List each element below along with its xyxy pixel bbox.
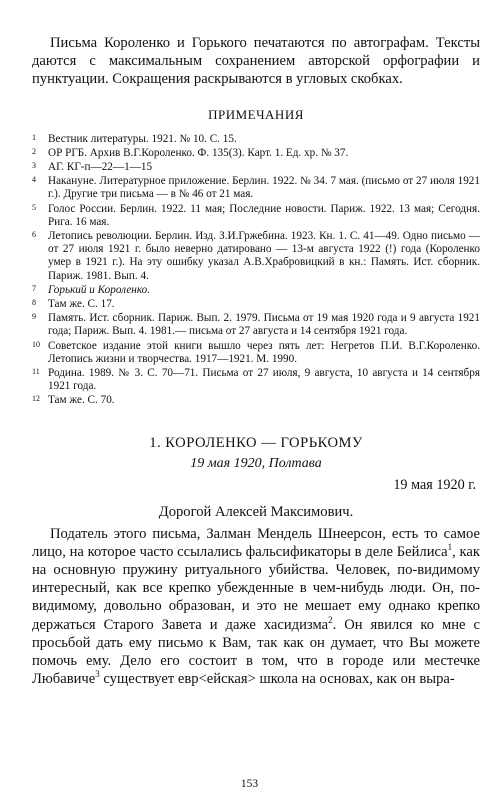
note-item bbox=[32, 312, 480, 338]
note-number: 6 bbox=[32, 230, 36, 240]
note-text: АГ. КГ-п—22—1—15 bbox=[48, 161, 153, 174]
note-text: Там же. С. 70. bbox=[48, 394, 115, 407]
letter-body-part-4: существует евр<ейская> школа на основах, как он выра- bbox=[99, 671, 455, 688]
note-item bbox=[32, 367, 480, 393]
note-text: Там же. С. 17. bbox=[48, 298, 115, 311]
letter-date: 19 мая 1920 г. bbox=[393, 476, 476, 493]
note-number: 7 bbox=[32, 283, 36, 293]
note-number: 8 bbox=[32, 298, 36, 308]
letter-title: 1. КОРОЛЕНКО — ГОРЬКОМУ bbox=[149, 434, 363, 451]
letter-body bbox=[32, 525, 480, 689]
note-text: Советское издание этой книги вышло через пять лет: Негретов П.И. В.Г.Короленко. Летопись жизни и творчества. 1917—1921. М. 1990. bbox=[48, 339, 480, 365]
letter-body-part-3: . Он явился ко мне с просьбой дать ему письмо к Вам, так как он думает, что Вы можете помочь ему. Дело его состоит в том, что в городе или местечке Любавиче bbox=[32, 616, 480, 688]
note-item bbox=[32, 147, 480, 160]
note-number: 12 bbox=[32, 394, 40, 404]
note-number: 10 bbox=[32, 339, 40, 349]
notes-list bbox=[32, 133, 480, 408]
note-number: 1 bbox=[32, 132, 36, 142]
note-text: ОР РГБ. Архив В.Г.Короленко. Ф. 135(3). Карт. 1. Ед. хр. № 37. bbox=[48, 146, 349, 159]
note-item bbox=[32, 133, 480, 146]
letter-body-part-2: , как на основную пружину ритуального убийства. Человек, по-видимому интересный, как все крепко убежденные в чем-нибудь люди. Он, по-видимому, довольно образован, и это не мешает ему однако крепко держаться Старого Завета и даже хасидизма bbox=[32, 543, 480, 633]
letter-body-part-1: Податель этого письма, Залман Мендель Шнеерсон, есть то самое лицо, на которое часто ссылались фальсификаторы в деле Бейлиса bbox=[32, 525, 480, 560]
note-number: 2 bbox=[32, 146, 36, 156]
note-text: Память. Ист. сборник. Париж. Вып. 2. 1979. Письма от 19 мая 1920 года и 9 августа 1921 года; Париж. Вып. 4. 1981.— письма от 27 августа и 14 сентября 1921 года. bbox=[48, 312, 480, 338]
intro-paragraph: Письма Короленко и Горького печатаются по автографам. Тексты даются с максимальным сохранением авторской орфографии и пунктуации. Сокращения раскрываются в угловых скобках. bbox=[32, 35, 480, 88]
note-item bbox=[32, 230, 480, 283]
note-item bbox=[32, 340, 480, 366]
note-text: Голос России. Берлин. 1922. 11 мая; Последние новости. Париж. 1922. 13 мая; Сегодня. Рига. 16 мая. bbox=[48, 202, 480, 228]
note-text: Горький и Короленко. bbox=[48, 283, 151, 296]
note-number: 9 bbox=[32, 312, 36, 322]
page-content bbox=[32, 34, 480, 689]
letter-subtitle: 19 мая 1920, Полтава bbox=[190, 455, 322, 471]
notes-heading: ПРИМЕЧАНИЯ bbox=[208, 106, 304, 122]
note-text: Родина. 1989. № 3. С. 70—71. Письма от 27 июля, 9 августа, 10 августа и 14 сентября 1921 года. bbox=[48, 367, 480, 393]
note-item bbox=[32, 203, 480, 229]
note-number: 4 bbox=[32, 175, 36, 185]
footnote-ref-1: 1 bbox=[447, 542, 453, 553]
note-item bbox=[32, 161, 480, 174]
note-number: 3 bbox=[32, 161, 36, 171]
letter-greeting: Дорогой Алексей Максимович. bbox=[158, 503, 354, 520]
footnote-ref-2: 2 bbox=[328, 614, 333, 625]
note-text: Накануне. Литературное приложение. Берлин. 1922. № 34. 7 мая. (письмо от 27 июля 1921 г.). Другие три письма — в № 46 от 21 мая. bbox=[48, 175, 480, 201]
note-number: 11 bbox=[32, 367, 40, 377]
page-number: 153 bbox=[240, 778, 259, 790]
note-text: Вестник литературы. 1921. № 10. С. 15. bbox=[48, 132, 237, 145]
note-number: 5 bbox=[32, 202, 36, 212]
note-text: Летопись революции. Берлин. Изд. З.И.Гржебина. 1923. Кн. 1. С. 41—49. Одно письмо — от 27 июля 1921 г. было неверно датировано — 13-м августа 1922 (!) года (Короленко умер в 1921 г.). На эту ошибку указал А.В.Храбровицкий в кн.: Память. Ист. сборник. Париж. 1981. Вып. 4. bbox=[48, 230, 480, 282]
note-item bbox=[32, 394, 480, 407]
note-item bbox=[32, 284, 480, 297]
note-item bbox=[32, 175, 480, 201]
footnote-ref-3: 3 bbox=[95, 669, 100, 680]
note-item bbox=[32, 298, 480, 311]
